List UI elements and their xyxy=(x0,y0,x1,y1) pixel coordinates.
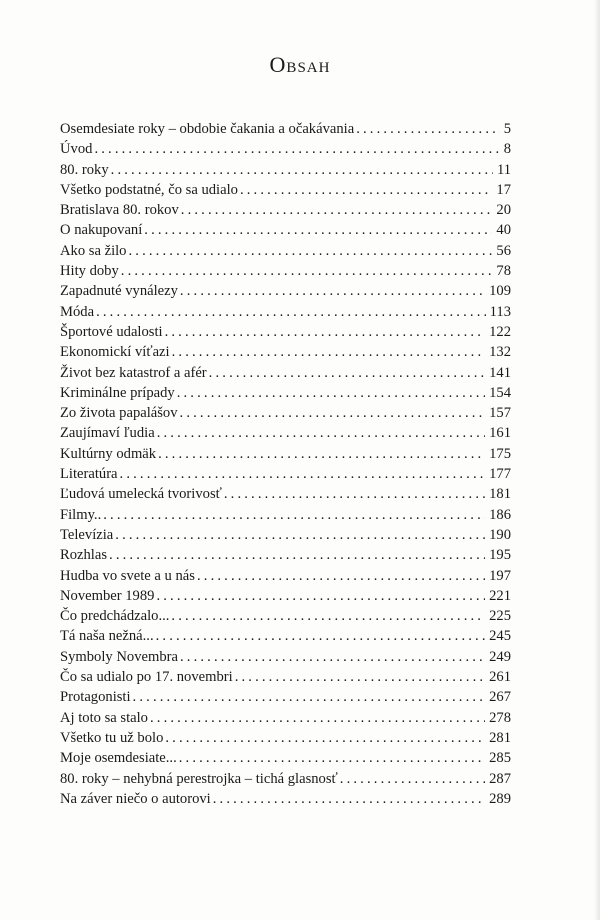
toc-entry-title: Čo predchádzalo... xyxy=(60,608,170,625)
toc-entry-title: Bratislava 80. rokov xyxy=(60,202,179,219)
toc-entry-title: 80. roky – nehybná perestrojka – tichá glasnosť xyxy=(60,770,338,787)
dot-leader xyxy=(144,220,492,240)
toc-entry-title: Kultúrny odmäk xyxy=(60,445,157,462)
dot-leader xyxy=(180,403,486,423)
dot-leader xyxy=(224,484,485,504)
toc-entry-title: Moje osemdesiate... xyxy=(60,750,177,767)
toc-entry xyxy=(60,505,511,525)
toc-entry xyxy=(60,769,511,789)
toc-entry-title: Kriminálne prípady xyxy=(60,384,175,401)
toc-entry-page: 40 xyxy=(496,222,511,239)
toc-entry-title: Hity doby xyxy=(60,263,119,280)
dot-leader xyxy=(180,647,485,667)
toc-entry xyxy=(60,200,511,220)
toc-entry-title: Zaujímaví ľudia xyxy=(60,425,155,442)
dot-leader xyxy=(165,322,486,342)
toc-entry-title: O nakupovaní xyxy=(60,222,143,239)
dot-leader xyxy=(179,748,485,768)
dot-leader xyxy=(177,383,485,403)
dot-leader xyxy=(156,586,485,606)
dot-leader xyxy=(115,525,485,545)
toc-entry-page: 157 xyxy=(489,405,511,422)
toc-entry-title: Ako sa žilo xyxy=(60,242,127,259)
toc-entry-title: Literatúra xyxy=(60,466,118,483)
toc-entry-title: Život bez katastrof a afér xyxy=(60,364,207,381)
toc-entry xyxy=(60,241,511,261)
toc-entry xyxy=(60,160,511,180)
toc-entry-page: 132 xyxy=(489,344,511,361)
toc-entry-title: Tá naša nežná... xyxy=(60,628,154,645)
toc-entry xyxy=(60,566,511,586)
toc-entry-title: Osemdesiate roky – obdobie čakania a očakávania xyxy=(60,121,355,137)
toc-entry-page: 186 xyxy=(489,506,511,523)
dot-leader xyxy=(157,423,485,443)
dot-leader xyxy=(172,342,486,362)
toc-entry-title: Televízia xyxy=(60,526,114,543)
toc-entry-page: 20 xyxy=(496,202,511,219)
toc-entry-title: Zapadnuté vynálezy xyxy=(60,283,178,300)
toc-entry xyxy=(60,119,511,139)
toc-entry xyxy=(60,647,511,667)
toc-entry xyxy=(60,261,511,281)
dot-leader xyxy=(235,667,485,687)
toc-entry xyxy=(60,708,511,728)
toc-entry-title: Hudba vo svete a u nás xyxy=(60,567,195,584)
toc-entry-title: Symboly Novembra xyxy=(60,648,178,665)
toc-entry xyxy=(60,667,511,687)
toc-entry-title: Rozhlas xyxy=(60,547,108,564)
toc-entry-page: 78 xyxy=(496,263,511,280)
toc-entry-page: 5 xyxy=(503,121,511,137)
toc-entry-page: 56 xyxy=(496,242,511,259)
toc-entry-page: 181 xyxy=(489,486,511,503)
dot-leader xyxy=(150,708,485,728)
toc-entry-title: Aj toto sa stalo xyxy=(60,709,148,726)
dot-leader xyxy=(181,200,493,220)
toc-entry-page: 225 xyxy=(489,608,511,625)
toc-entry-page: 141 xyxy=(489,364,511,381)
dot-leader xyxy=(109,545,485,565)
dot-leader xyxy=(213,789,485,809)
toc-entry-page: 261 xyxy=(489,669,511,686)
dot-leader xyxy=(128,241,492,261)
dot-leader xyxy=(165,728,485,748)
dot-leader xyxy=(133,687,486,707)
dot-leader xyxy=(103,505,485,525)
toc-entry-page: 287 xyxy=(489,770,511,787)
toc-entry xyxy=(60,302,511,322)
dot-leader xyxy=(111,160,493,180)
dot-leader xyxy=(356,119,500,139)
toc-entry-page: 249 xyxy=(489,648,511,665)
toc-entry-page: 113 xyxy=(489,303,511,320)
toc-entry-page: 281 xyxy=(489,729,511,746)
toc-entry-page: 285 xyxy=(489,750,511,767)
page-title: Obsah xyxy=(269,52,331,77)
toc-entry-title: Čo sa udialo po 17. novembri xyxy=(60,669,233,686)
toc-entry-page: 161 xyxy=(489,425,511,442)
toc-entry-title: Športové udalosti xyxy=(60,323,163,340)
dot-leader xyxy=(240,180,492,200)
toc-entry xyxy=(60,444,511,464)
toc-entry-title: Ekonomickí víťazi xyxy=(60,344,170,361)
toc-entry xyxy=(60,180,511,200)
toc-entry-title: Móda xyxy=(60,303,95,320)
toc-entry xyxy=(60,586,511,606)
toc-entry xyxy=(60,484,511,504)
page-edge-shadow xyxy=(594,0,600,920)
toc-entry xyxy=(60,545,511,565)
toc-entry-title: 80. roky xyxy=(60,161,109,178)
toc-entry-title: Filmy.. xyxy=(60,506,102,523)
toc-entry-page: 289 xyxy=(489,790,511,807)
dot-leader xyxy=(197,566,485,586)
toc-entry-page: 122 xyxy=(489,323,511,340)
toc-entry xyxy=(60,220,511,240)
dot-leader xyxy=(209,363,485,383)
toc-entry-page: 109 xyxy=(489,283,511,300)
toc-entry-page: 197 xyxy=(489,567,511,584)
toc-entry xyxy=(60,626,511,646)
dot-leader xyxy=(340,769,485,789)
toc-entry xyxy=(60,322,511,342)
toc-entry-page: 195 xyxy=(489,547,511,564)
toc-entry-page: 8 xyxy=(503,141,511,158)
toc-entry-title: Všetko tu už bolo xyxy=(60,729,164,746)
toc-entry xyxy=(60,139,511,159)
toc-entry-title: Zo života papalášov xyxy=(60,405,178,422)
toc-entry-page: 11 xyxy=(496,161,511,178)
toc-entry xyxy=(60,687,511,707)
dot-leader xyxy=(158,444,485,464)
dot-leader xyxy=(121,261,493,281)
toc-entry-page: 278 xyxy=(489,709,511,726)
toc-entry-title: Ľudová umelecká tvorivosť xyxy=(60,486,222,503)
toc-entry xyxy=(60,464,511,484)
toc-entry-page: 17 xyxy=(496,181,511,198)
toc-entry-page: 175 xyxy=(489,445,511,462)
toc-entry xyxy=(60,423,511,443)
toc-entry-title: November 1989 xyxy=(60,587,155,604)
dot-leader xyxy=(120,464,486,484)
toc-entry-page: 154 xyxy=(489,384,511,401)
dot-leader xyxy=(94,139,499,159)
toc-entry xyxy=(60,383,511,403)
toc-entry xyxy=(60,281,511,301)
toc-entry-page: 221 xyxy=(489,587,511,604)
table-of-contents xyxy=(60,119,511,809)
dot-leader xyxy=(171,606,485,626)
toc-entry-title: Na záver niečo o autorovi xyxy=(60,790,211,807)
toc-entry-page: 177 xyxy=(489,466,511,483)
toc-entry-title: Protagonisti xyxy=(60,689,131,706)
toc-entry xyxy=(60,525,511,545)
toc-entry xyxy=(60,789,511,809)
toc-entry-page: 245 xyxy=(489,628,511,645)
toc-entry xyxy=(60,748,511,768)
toc-entry xyxy=(60,606,511,626)
toc-entry-page: 190 xyxy=(489,526,511,543)
toc-entry xyxy=(60,363,511,383)
dot-leader xyxy=(180,281,485,301)
toc-entry-page: 267 xyxy=(489,689,511,706)
toc-entry xyxy=(60,728,511,748)
toc-entry xyxy=(60,403,511,423)
toc-entry xyxy=(60,342,511,362)
toc-entry-title: Všetko podstatné, čo sa udialo xyxy=(60,181,238,198)
toc-entry-title: Úvod xyxy=(60,141,93,158)
dot-leader xyxy=(156,626,486,646)
dot-leader xyxy=(96,302,486,322)
